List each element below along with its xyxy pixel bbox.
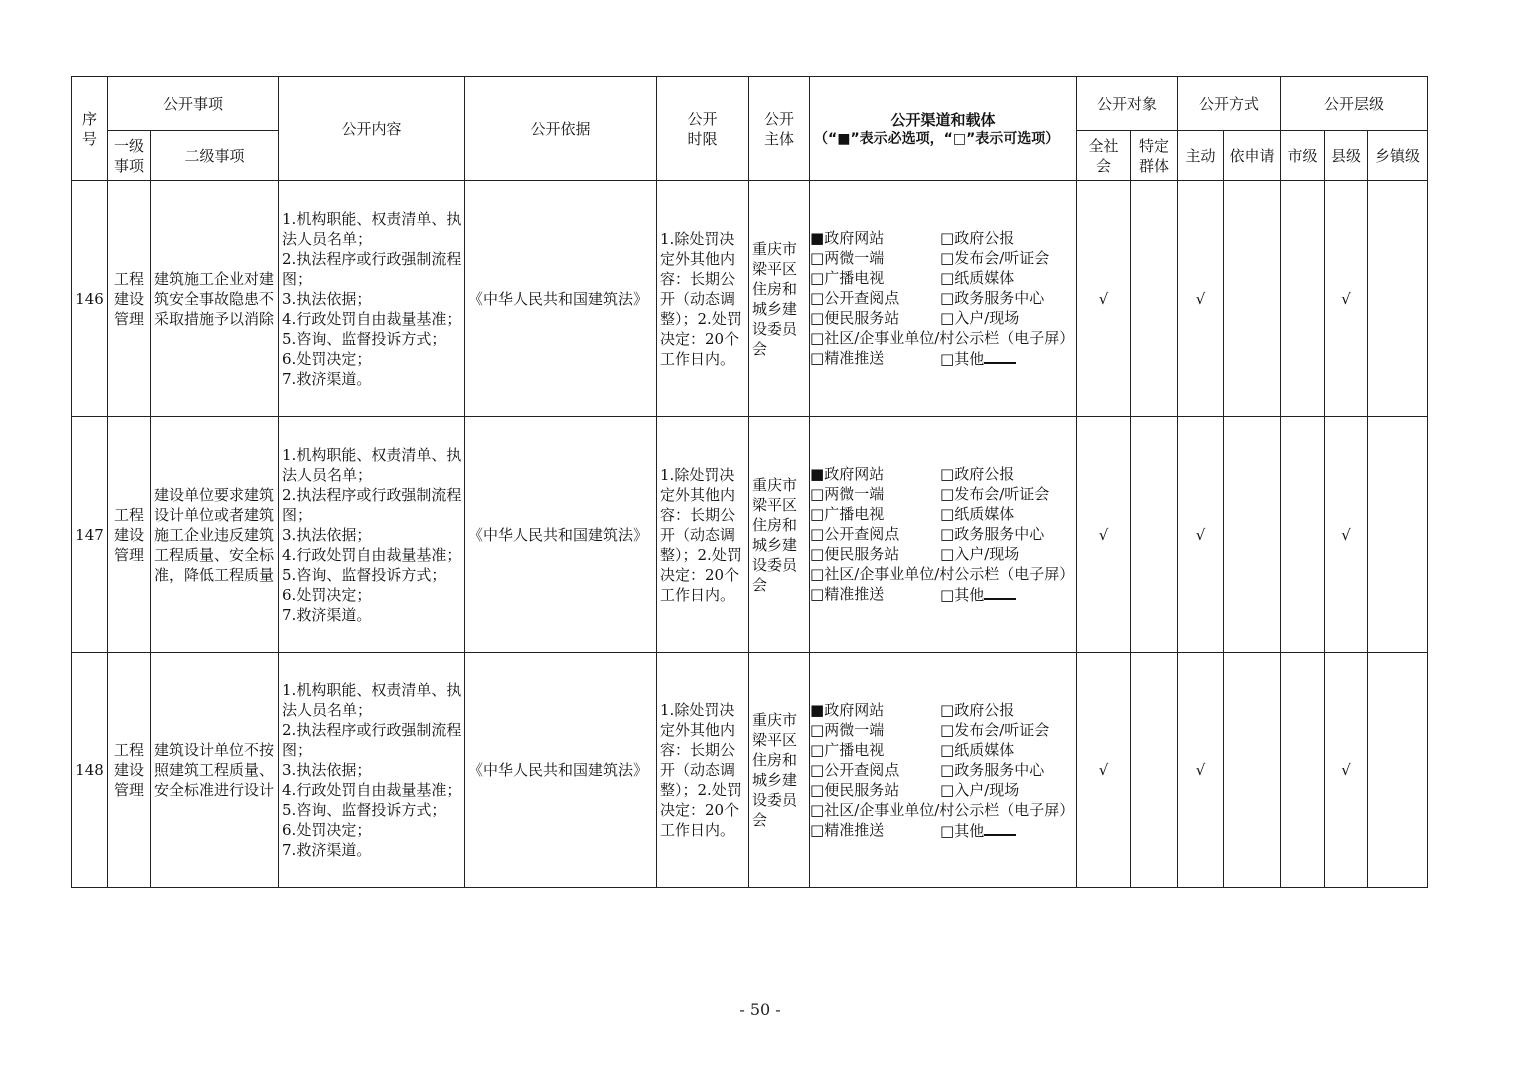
channel-option: □广播电视 xyxy=(810,269,885,287)
content-line: 1.机构职能、权责清单、执法人员名单； xyxy=(282,445,462,484)
row-basis: 《中华人民共和国建筑法》 xyxy=(465,181,657,417)
table-row xyxy=(72,181,1428,417)
channel-option: □两微一端 xyxy=(810,249,885,267)
channel-option: □政务服务中心 xyxy=(940,525,1045,543)
row-mode-apply xyxy=(1224,653,1281,888)
page-number: - 50 - xyxy=(739,1000,781,1019)
header-seq: 序号 xyxy=(72,77,108,181)
channel-option: □公开查阅点 xyxy=(810,525,900,543)
channel-option: □社区/企事业单位/村公示栏（电子屏） xyxy=(810,565,1075,583)
channel-option: □纸质媒体 xyxy=(940,740,1015,759)
row-subject: 重庆市梁平区住房和城乡建设委员会 xyxy=(749,181,810,417)
row-level-town xyxy=(1368,653,1428,888)
row-mode-apply xyxy=(1224,417,1281,653)
content-line: 1.机构职能、权责清单、执法人员名单； xyxy=(282,681,462,719)
header-channel-note: （“■”表示必选项，“□”表示可选项） xyxy=(814,130,1060,147)
content-line: 5.咨询、监督投诉方式； xyxy=(282,329,447,348)
content-line: 3.执法依据； xyxy=(282,289,372,308)
channel-option: □入户/现场 xyxy=(940,780,1020,799)
content-line: 4.行政处罚自由裁量基准； xyxy=(282,781,462,799)
content-line: 6.处罚决定； xyxy=(282,349,372,368)
row-target-all: √ xyxy=(1077,653,1131,888)
content-line: 2.执法程序或行政强制流程图； xyxy=(282,485,462,524)
header-level2: 二级事项 xyxy=(151,131,279,181)
channel-option: □政务服务中心 xyxy=(940,760,1045,779)
row-level2: 建设单位要求建筑设计单位或者建筑施工企业违反建筑工程质量、安全标准，降低工程质量 xyxy=(151,417,279,653)
content-line: 7.救济渠道。 xyxy=(282,841,372,859)
fill-blank xyxy=(984,348,1016,364)
row-mode-apply xyxy=(1224,181,1281,417)
row-level2: 建筑施工企业对建筑安全事故隐患不采取措施予以消除 xyxy=(151,181,279,417)
channel-option: □政府公报 xyxy=(940,700,1015,719)
disclosure-table xyxy=(71,76,1428,888)
row-time-limit: 1.除处罚决定外其他内容：长期公开（动态调整）；2.处罚决定：20个工作日内。 xyxy=(657,417,749,653)
row-target-all: √ xyxy=(1077,181,1131,417)
header-level-city: 市级 xyxy=(1281,131,1325,181)
channel-option: □公开查阅点 xyxy=(810,760,900,779)
row-level2: 建筑设计单位不按照建筑工程质量、安全标准进行设计 xyxy=(151,653,279,888)
content-line: 2.执法程序或行政强制流程图； xyxy=(282,721,462,759)
row-time-limit: 1.除处罚决定外其他内容：长期公开（动态调整）；2.处罚决定：20个工作日内。 xyxy=(657,653,749,888)
content-line: 5.咨询、监督投诉方式； xyxy=(282,801,447,819)
channel-option: □政务服务中心 xyxy=(940,289,1045,307)
row-target-specific xyxy=(1131,653,1178,888)
content-line: 6.处罚决定； xyxy=(282,585,372,604)
row-seq: 148 xyxy=(72,653,108,888)
channel-option: □广播电视 xyxy=(810,740,885,759)
row-time-limit: 1.除处罚决定外其他内容：长期公开（动态调整）；2.处罚决定：20个工作日内。 xyxy=(657,181,749,417)
table-row xyxy=(72,417,1428,653)
channel-option: □两微一端 xyxy=(810,720,885,739)
channel-option: □社区/企事业单位/村公示栏（电子屏） xyxy=(810,329,1075,347)
channel-option: □社区/企事业单位/村公示栏（电子屏） xyxy=(810,800,1075,819)
header-time-limit: 公开时限 xyxy=(657,77,749,181)
channel-option: □发布会/听证会 xyxy=(940,249,1050,267)
table-header xyxy=(72,77,1428,181)
channel-option-other: □其他 xyxy=(940,584,1016,605)
row-level1: 工程建设管理 xyxy=(108,181,151,417)
row-channels xyxy=(810,181,1077,417)
row-subject: 重庆市梁平区住房和城乡建设委员会 xyxy=(749,417,810,653)
channel-option-other: □其他 xyxy=(940,348,1016,369)
channel-option: □广播电视 xyxy=(810,505,885,523)
channel-option: □公开查阅点 xyxy=(810,289,900,307)
row-basis: 《中华人民共和国建筑法》 xyxy=(465,417,657,653)
header-level-county: 县级 xyxy=(1325,131,1368,181)
channel-option: □便民服务站 xyxy=(810,780,900,799)
table-row xyxy=(72,653,1428,888)
channel-option: □精准推送 xyxy=(810,585,885,603)
header-level-town: 乡镇级 xyxy=(1368,131,1428,181)
channel-option: □纸质媒体 xyxy=(940,505,1015,523)
channel-option: □精准推送 xyxy=(810,349,885,367)
row-target-specific xyxy=(1131,181,1178,417)
row-mode-active: √ xyxy=(1178,653,1224,888)
row-level-county: √ xyxy=(1325,417,1368,653)
row-level-county: √ xyxy=(1325,653,1368,888)
channel-option: ■政府网站 xyxy=(810,229,885,247)
row-basis: 《中华人民共和国建筑法》 xyxy=(465,653,657,888)
channel-option: □纸质媒体 xyxy=(940,269,1015,287)
row-target-all: √ xyxy=(1077,417,1131,653)
row-level-city xyxy=(1281,417,1325,653)
row-channels xyxy=(810,417,1077,653)
channel-option: □政府公报 xyxy=(940,229,1015,247)
header-target: 公开对象 xyxy=(1077,77,1178,131)
channel-option: ■政府网站 xyxy=(810,700,885,719)
row-level-town xyxy=(1368,181,1428,417)
header-channel-title: 公开渠道和载体 xyxy=(890,110,996,129)
header-basis: 公开依据 xyxy=(465,77,657,181)
header-channel xyxy=(810,77,1077,181)
header-level1: 一级事项 xyxy=(108,131,151,181)
content-line: 4.行政处罚自由裁量基准； xyxy=(282,309,462,328)
row-level1: 工程建设管理 xyxy=(108,653,151,888)
header-mode-apply: 依申请 xyxy=(1224,131,1281,181)
content-line: 3.执法依据； xyxy=(282,525,372,544)
row-mode-active: √ xyxy=(1178,417,1224,653)
row-content xyxy=(279,653,465,888)
channel-option: □发布会/听证会 xyxy=(940,720,1050,739)
content-line: 7.救济渠道。 xyxy=(282,369,372,388)
row-channels xyxy=(810,653,1077,888)
channel-option: □入户/现场 xyxy=(940,309,1020,327)
content-line: 6.处罚决定； xyxy=(282,821,372,839)
channel-option: ■政府网站 xyxy=(810,465,885,483)
channel-option: □政府公报 xyxy=(940,465,1015,483)
header-item: 公开事项 xyxy=(108,77,279,131)
content-line: 3.执法依据； xyxy=(282,761,372,779)
row-level-county: √ xyxy=(1325,181,1368,417)
row-seq: 147 xyxy=(72,417,108,653)
row-subject: 重庆市梁平区住房和城乡建设委员会 xyxy=(749,653,810,888)
channel-option: □便民服务站 xyxy=(810,545,900,563)
row-level-city xyxy=(1281,181,1325,417)
content-line: 7.救济渠道。 xyxy=(282,605,372,624)
content-line: 4.行政处罚自由裁量基准； xyxy=(282,545,462,564)
channel-option: □入户/现场 xyxy=(940,545,1020,563)
channel-option: □发布会/听证会 xyxy=(940,485,1050,503)
fill-blank xyxy=(984,820,1016,836)
table-body xyxy=(72,181,1428,888)
fill-blank xyxy=(984,584,1016,600)
row-content xyxy=(279,181,465,417)
content-line: 5.咨询、监督投诉方式； xyxy=(282,565,447,584)
header-mode-active: 主动 xyxy=(1178,131,1224,181)
channel-option-other: □其他 xyxy=(940,820,1016,841)
channel-option: □两微一端 xyxy=(810,485,885,503)
row-mode-active: √ xyxy=(1178,181,1224,417)
header-content: 公开内容 xyxy=(279,77,465,181)
content-line: 1.机构职能、权责清单、执法人员名单； xyxy=(282,209,462,248)
header-subject: 公开主体 xyxy=(749,77,810,181)
header-level: 公开层级 xyxy=(1281,77,1428,131)
row-level-city xyxy=(1281,653,1325,888)
content-line: 2.执法程序或行政强制流程图； xyxy=(282,249,462,288)
channel-option: □便民服务站 xyxy=(810,309,900,327)
row-level-town xyxy=(1368,417,1428,653)
row-content xyxy=(279,417,465,653)
header-target-all: 全社会 xyxy=(1077,131,1131,181)
header-target-specific: 特定群体 xyxy=(1131,131,1178,181)
row-target-specific xyxy=(1131,417,1178,653)
row-seq: 146 xyxy=(72,181,108,417)
row-level1: 工程建设管理 xyxy=(108,417,151,653)
header-mode: 公开方式 xyxy=(1178,77,1281,131)
channel-option: □精准推送 xyxy=(810,820,885,839)
